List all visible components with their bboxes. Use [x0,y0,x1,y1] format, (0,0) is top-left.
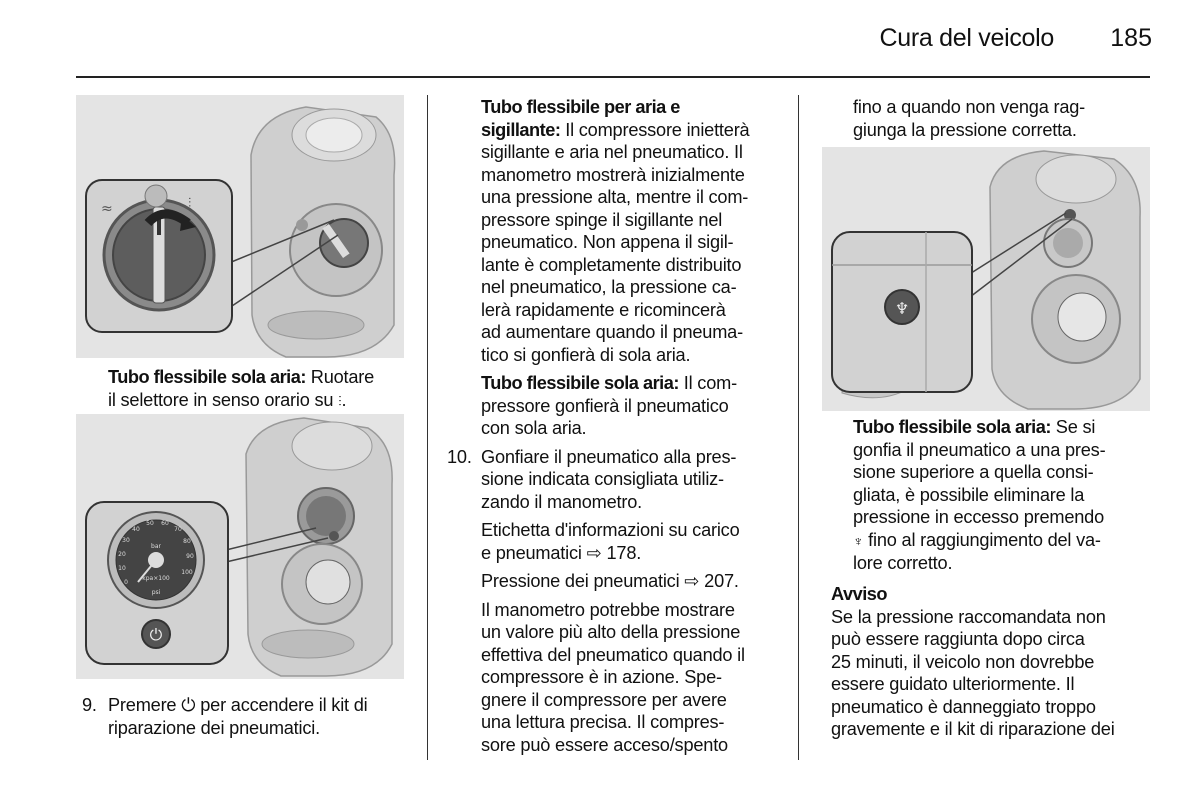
gauge-tick-label: 0 [124,579,128,586]
compressor-body-illustration [251,107,395,357]
gauge-tick-label: 90 [186,553,194,560]
figure3-caption: Tubo flessibile sola aria: Se si gonfia il pneumatico a una pres- sione superiore a quella consi- gliata, è possibile eliminare la pressione in eccesso premendo ♆ fino al raggiungimento del va- lore corretto. [853,417,1106,573]
svg-text:⏻: ⏻ [149,625,163,644]
gauge-tick-label: 60 [161,520,169,527]
notice-box: Avviso Se la pressione raccomandata non può essere raggiunta dopo circa 25 minuti, il veicolo non dovrebbe essere guidato ulteriormente. Il pneumatico è danneggiato troppo gravemente e il kit di riparazione dei [831,584,1115,739]
gauge-tick-label: 70 [174,526,182,533]
svg-text:⫶: ⫶ [188,196,192,211]
gauge-tick-label: 30 [122,537,130,544]
figure-selector-dial [76,95,404,358]
compressor-body-illustration [246,418,392,676]
paragraph-air-and-sealant: Tubo flessibile per aria e sigillante: Il compressore inietterà sigillante e aria nel pneumatico. Il manometro mostrerà inizialmente una pressione alta, mentre il com- pressore spinge il sigillante nel pneumatico. Non appena il sigil- lante è completamente distribuito nel pneumatico, la pressione ca- lerà rapidamente e ricomincerà ad aumentare quando il pneuma- tico si gonfierà di sola aria. [481,97,750,365]
air-only-symbol-icon: ⫶ [338,392,342,409]
step-10: 10. Gonfiare il pneumatico alla pres- sione indicata consigliata utiliz- zando il manometro. [447,446,737,512]
page-number: 185 [1110,24,1152,52]
step-9: 9. Premere ⏻ per accendere il kit di riparazione dei pneumatici. [82,695,368,738]
power-button-illustration [142,620,170,648]
power-icon: ⏻ [181,695,196,715]
caption-term: Tubo flessibile sola aria: [853,417,1051,437]
deflate-button-illustration [885,290,919,324]
reference-tyre-pressure: Pressione dei pneumatici ⇨ 207. [481,571,739,591]
paragraph-gauge-note: Il manometro potrebbe mostrare un valore più alto della pressione effettiva del pneumatico quando il compressore è in azione. Spe- gnere il compressore per avere una lettura precisa. Il compres- sore può essere acceso/spento [481,599,745,755]
caption-term: Tubo flessibile sola aria: [108,367,306,387]
figure-deflate-button [822,147,1150,411]
step-number: 10. [447,446,472,467]
gauge-tick-label: 10 [118,565,126,572]
deflate-icon: ♆ [853,532,864,549]
notice-title: Avviso [831,584,887,604]
gauge-tick-label: 80 [183,538,191,545]
step-number: 9. [82,695,97,715]
gauge-tick-label: 100 [181,569,193,576]
reference-tyre-label: Etichetta d'informazioni su carico e pneumatici ⇨ 178. [481,520,740,563]
header-rule [76,76,1150,78]
svg-text:♆: ♆ [894,299,910,318]
page-ref-arrow-icon: ⇨ [684,571,700,591]
gauge-tick-label: 50 [146,520,154,527]
column-divider-2 [798,95,799,760]
column-divider-1 [427,95,428,760]
figure-pressure-gauge [76,414,404,679]
svg-text:≈: ≈ [101,201,113,217]
gauge-unit-psi: psi [151,589,161,596]
gauge-unit-kpa: kpa×100 [142,575,170,582]
figure1-caption: Tubo flessibile sola aria: Ruotare il selettore in senso orario su ⫶. [108,367,375,410]
page-ref-arrow-icon: ⇨ [586,542,602,563]
column-3-top-text: fino a quando non venga rag- giunga la pressione corretta. [853,97,1086,140]
running-header-title: Cura del veicolo [879,24,1054,52]
gauge-unit-bar: bar [151,543,161,550]
gauge-tick-label: 40 [132,526,140,533]
gauge-tick-label: 20 [118,551,126,558]
column-2-text [447,96,781,762]
paragraph-air-only: Tubo flessibile sola aria: Il com- pressore gonfierà il pneumatico con sola aria. [481,373,737,438]
